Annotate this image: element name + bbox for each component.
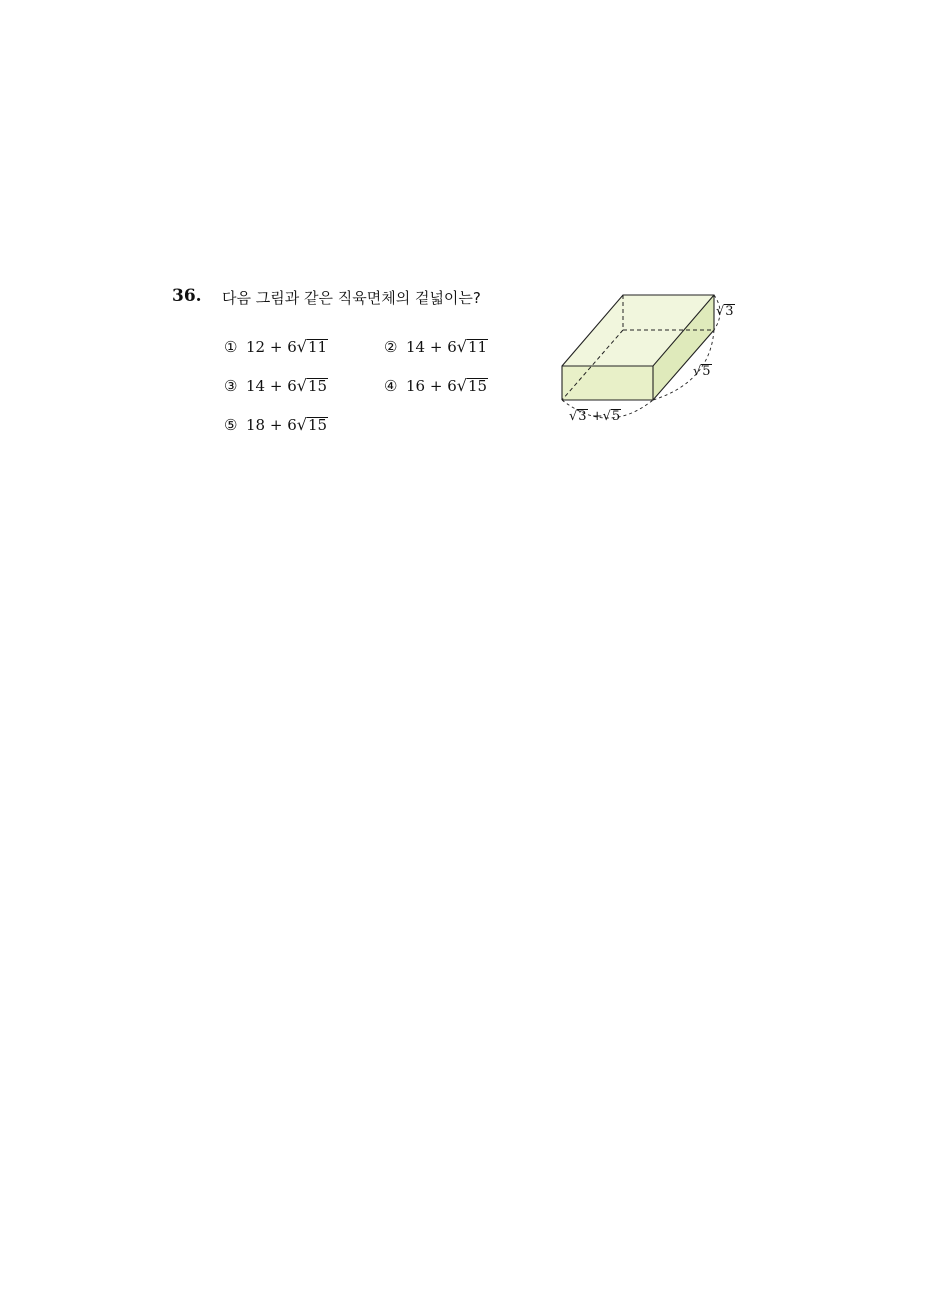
sqrt-symbol: √ 15 (296, 415, 328, 435)
choice-5[interactable]: ⑤ 18 + 6 √ 15 (224, 415, 328, 435)
sqrt-symbol: √ 15 (456, 376, 488, 396)
choice-mark: ④ (384, 377, 398, 395)
choice-mark: ⑤ (224, 416, 238, 434)
height-label: √ 3 (716, 304, 734, 320)
choice-4[interactable]: ④ 16 + 6 √ 15 (384, 376, 488, 396)
choice-constant: 14 (406, 338, 426, 356)
choice-radicand: 11 (467, 337, 488, 356)
depth-label: √ 5 (693, 364, 711, 380)
choice-radicand: 15 (307, 376, 328, 395)
choice-constant: 14 (246, 377, 266, 395)
cuboid-figure (548, 286, 748, 440)
question-number: 36. (172, 286, 202, 306)
choice-coef: 6 (287, 416, 297, 434)
sqrt-symbol: √ 11 (456, 337, 488, 357)
choice-coef: 6 (287, 338, 297, 356)
choice-constant: 16 (406, 377, 426, 395)
question-text: 다음 그림과 같은 직육면체의 겉넓이는? (222, 289, 481, 307)
choice-mark: ③ (224, 377, 238, 395)
choice-2[interactable]: ② 14 + 6 √ 11 (384, 337, 488, 357)
choice-coef: 6 (447, 338, 457, 356)
choice-1[interactable]: ① 12 + 6 √ 11 (224, 337, 328, 357)
choice-radicand: 11 (307, 337, 328, 356)
sqrt-symbol: √ 15 (296, 376, 328, 396)
choice-mark: ② (384, 338, 398, 356)
choice-constant: 12 (246, 338, 266, 356)
front-face (562, 366, 653, 400)
choice-3[interactable]: ③ 14 + 6 √ 15 (224, 376, 328, 396)
choice-mark: ① (224, 338, 238, 356)
choice-radicand: 15 (307, 415, 328, 434)
sqrt-symbol: √ 11 (296, 337, 328, 357)
choice-constant: 18 (246, 416, 266, 434)
width-label: √ 3 + √ 5 (569, 409, 621, 425)
choice-radicand: 15 (467, 376, 488, 395)
choice-coef: 6 (287, 377, 297, 395)
choice-coef: 6 (447, 377, 457, 395)
